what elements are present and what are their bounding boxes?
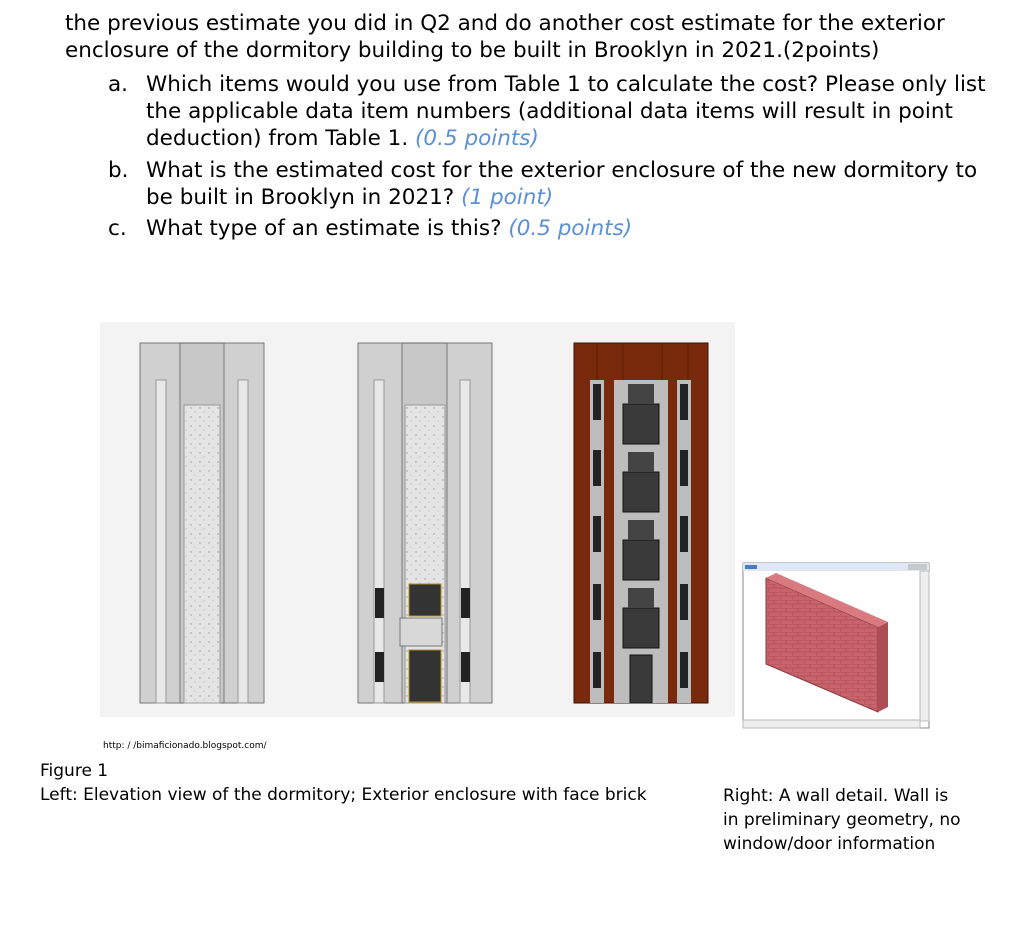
question-c-label: c. <box>108 216 127 241</box>
question-a-points: (0.5 points) <box>415 126 539 151</box>
question-c-text: What type of an estimate is this? <box>146 216 502 241</box>
elevation-openings <box>358 343 492 703</box>
figure-caption-right: Right: A wall detail. Wall is in preliminary geometry, no window/door information <box>723 786 961 854</box>
elevation-plain <box>140 343 264 703</box>
wall-detail-window <box>743 563 929 728</box>
question-c-points: (0.5 points) <box>508 216 633 241</box>
question-a-text: Which items would you use from Table 1 to calculate the cost? Please only list the applicable data item numbers (additional data items will result in point deduction) from Table 1. <box>146 72 986 151</box>
elevation-face-brick <box>574 343 708 703</box>
question-b-text: What is the estimated cost for the exterior enclosure of the new dormitory to be built in Brooklyn in 2021? <box>146 158 978 210</box>
question-intro: the previous estimate you did in Q2 and do another cost estimate for the exterior enclosure of the dormitory building to be built in Brooklyn in 2021.(2points) <box>65 11 945 63</box>
figure-caption-left: Left: Elevation view of the dormitory; Exterior enclosure with face brick <box>40 785 647 805</box>
figure-source-url: http: / /bimaficionado.blogspot.com/ <box>103 741 267 751</box>
question-a-label: a. <box>108 72 129 97</box>
question-b-label: b. <box>108 158 129 183</box>
figure-label: Figure 1 <box>40 761 109 781</box>
question-b-points: (1 point) <box>461 185 554 210</box>
